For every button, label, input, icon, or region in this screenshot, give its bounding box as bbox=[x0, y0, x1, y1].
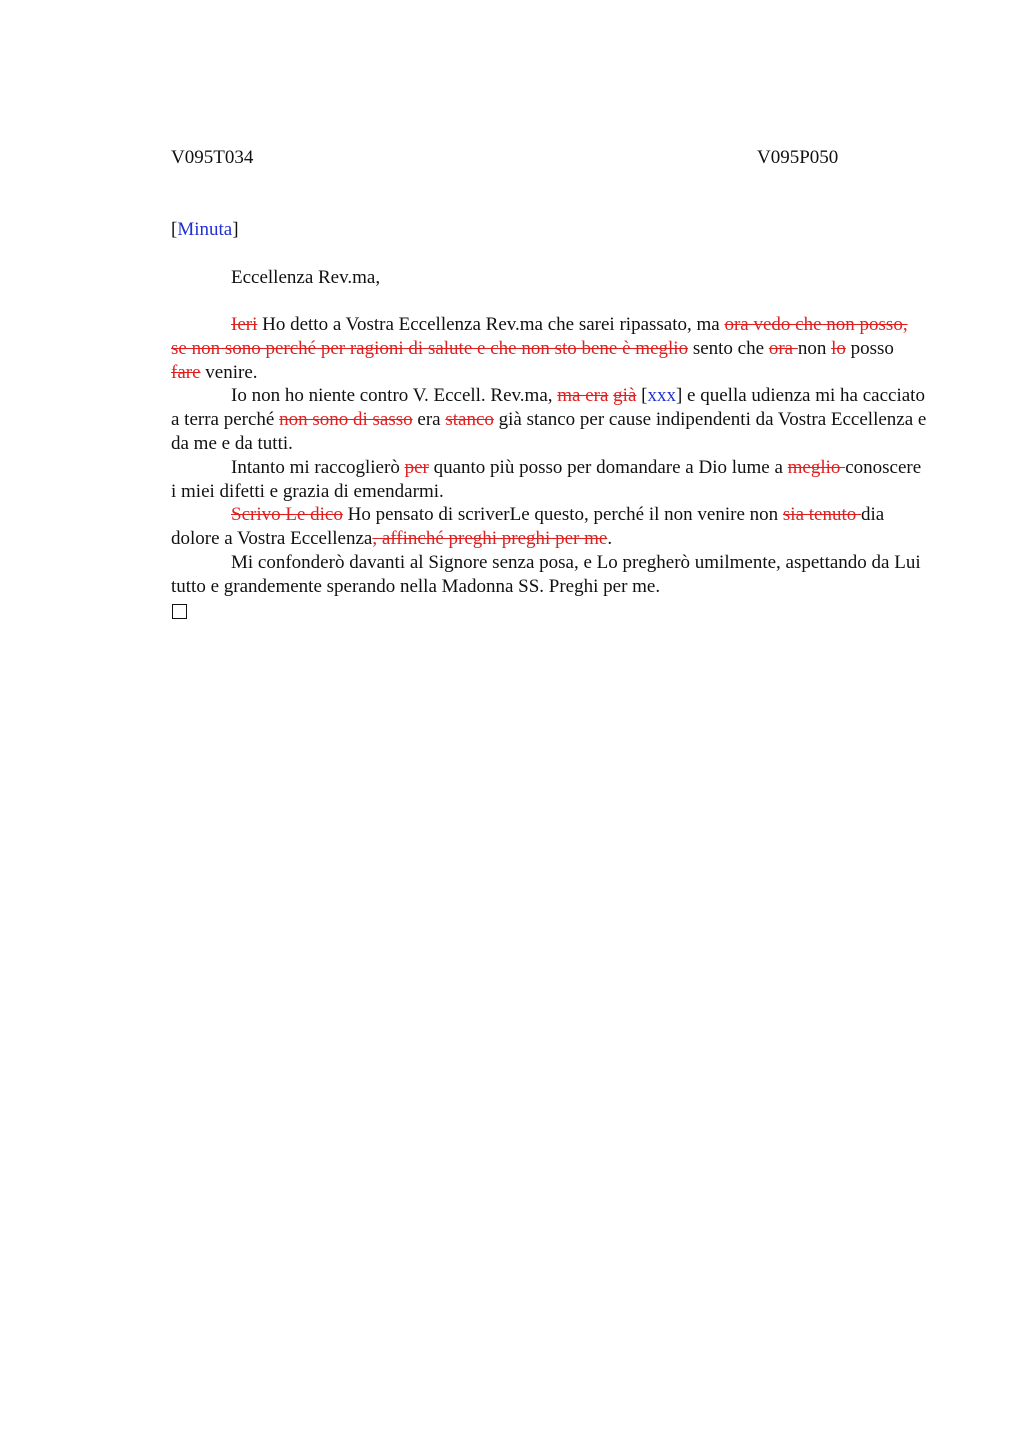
text-segment: [ bbox=[636, 385, 648, 407]
salutation: Eccellenza Rev.ma, bbox=[231, 267, 381, 288]
letter-body bbox=[171, 313, 927, 619]
text-segment: . bbox=[607, 528, 613, 550]
text-segment: posso bbox=[845, 337, 894, 359]
deleted-text: stanco bbox=[445, 409, 494, 431]
illegible-marker: xxx bbox=[647, 385, 676, 407]
bracket-close: ] bbox=[232, 219, 239, 240]
document-id-left: V095T034 bbox=[171, 147, 254, 168]
paragraph-3 bbox=[171, 456, 927, 504]
paragraph-5 bbox=[171, 551, 927, 599]
deleted-text: per bbox=[404, 456, 429, 478]
deleted-text: sia tenuto bbox=[782, 504, 862, 526]
deleted-text: ma era bbox=[557, 385, 609, 407]
document-type-label bbox=[171, 218, 239, 242]
deleted-text: , affinché preghi preghi per me bbox=[372, 528, 608, 550]
text-segment: era bbox=[412, 409, 446, 431]
deleted-text: meglio bbox=[787, 456, 846, 478]
minuta-label: Minuta bbox=[177, 219, 233, 240]
deleted-text: non sono di sasso bbox=[279, 409, 413, 431]
bracket-open: [ bbox=[171, 219, 178, 240]
text-segment: quanto più posso per domandare a Dio lume a bbox=[428, 456, 788, 478]
deleted-text: Ieri bbox=[231, 314, 258, 335]
paragraph-1 bbox=[171, 313, 927, 384]
text-segment: ] e quella udienza mi ha cacciato a terra perché bbox=[171, 385, 925, 431]
text-segment: già stanco per cause indipendenti da Vostra Eccellenza e da me e da tutti. bbox=[171, 409, 927, 454]
text-segment: Io non ho niente contro V. Eccell. Rev.ma, bbox=[231, 385, 558, 407]
deleted-text: già bbox=[613, 385, 637, 407]
deleted-text: lo bbox=[831, 337, 846, 359]
empty-square-icon bbox=[172, 604, 187, 619]
deleted-text: fare bbox=[171, 361, 201, 383]
text-segment: Ho pensato di scriverLe questo, perché il non venire non bbox=[342, 504, 783, 526]
text-segment: Ho detto a Vostra Eccellenza Rev.ma che sarei ripassato, ma bbox=[257, 314, 725, 335]
text-segment: Mi confonderò davanti al Signore senza posa, e Lo pregherò umilmente, aspettando da Lui tutto e grandemente sperando nella Madonna SS. Preghi per me. bbox=[171, 551, 921, 597]
text-segment: non bbox=[797, 337, 832, 359]
text-segment: venire. bbox=[200, 361, 258, 383]
text-segment: sento che bbox=[688, 337, 769, 359]
text-segment: Intanto mi raccoglierò bbox=[231, 456, 405, 478]
deleted-text: ora vedo che non posso, se non sono perché per ragioni di salute e che non sto bene è meglio bbox=[171, 314, 908, 359]
text-segment: dia dolore a Vostra Eccellenza bbox=[171, 504, 885, 550]
text-segment: conoscere i miei difetti e grazia di emendarmi. bbox=[171, 456, 922, 502]
deleted-text: ora bbox=[768, 337, 798, 359]
deleted-text: Scrivo Le dico bbox=[231, 504, 343, 526]
document-id-right: V095P050 bbox=[757, 147, 839, 168]
paragraph-2 bbox=[171, 384, 927, 455]
paragraph-4 bbox=[171, 503, 927, 551]
